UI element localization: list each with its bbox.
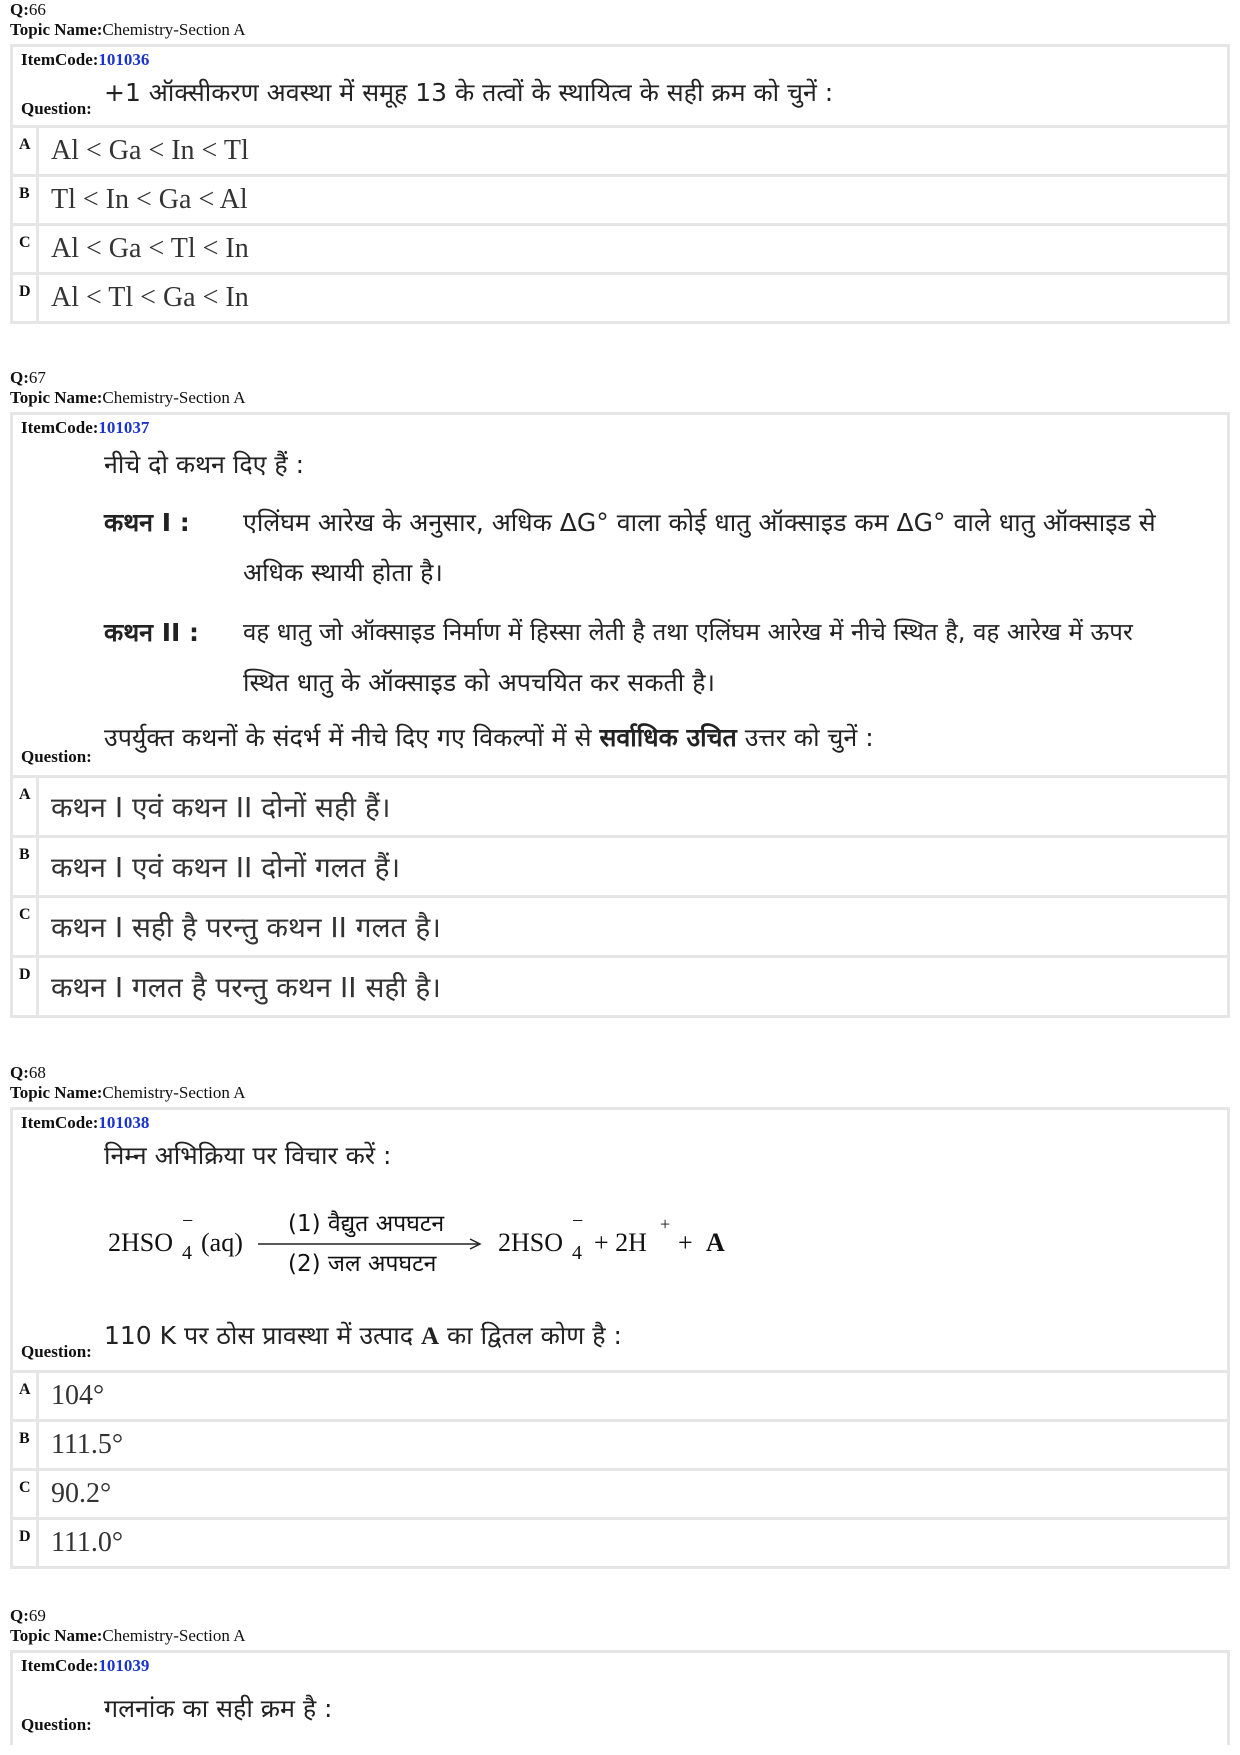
option-c[interactable]: C Al < Ga < Tl < In <box>13 226 1227 275</box>
option-text: 90.2° <box>51 1478 112 1509</box>
option-text: कथन I एवं कथन II दोनों सही हैं। <box>51 790 391 824</box>
option-a[interactable]: A कथन I एवं कथन II दोनों सही हैं। <box>13 778 1227 838</box>
option-text: Tl < In < Ga < Al <box>51 184 248 215</box>
question-block-69 <box>10 1606 1230 1745</box>
statement-2-line-1: वह धातु जो ऑक्साइड निर्माण में हिस्सा लेती है तथा एलिंघम आरेख में नीचे स्थित है, वह आरेख में ऊपर <box>243 618 1133 646</box>
option-c[interactable]: C 90.2° <box>13 1471 1227 1520</box>
statement-1-label: कथन I : <box>104 508 190 537</box>
question-block-68 <box>10 1063 1230 1569</box>
question-number: Q:67 <box>10 368 46 387</box>
question-part <box>13 1110 1227 1373</box>
option-d[interactable]: D कथन I गलत है परन्तु कथन II सही है। <box>13 958 1227 1015</box>
question-box <box>10 44 1230 324</box>
reaction-equation: 2HSO 4 − (aq) (1) वैद्युत अपघटन (2) जल अपघटन 2HSO 4 − + 2H + + A <box>108 1210 725 1277</box>
option-text: 111.5° <box>51 1429 124 1460</box>
option-b[interactable]: B 111.5° <box>13 1422 1227 1471</box>
item-code: ItemCode:101036 <box>21 50 150 69</box>
option-a[interactable]: A 104° <box>13 1373 1227 1422</box>
option-text: 111.0° <box>51 1527 124 1558</box>
option-d[interactable]: D Al < Tl < Ga < In <box>13 275 1227 321</box>
topic-name: Topic Name:Chemistry-Section A <box>10 388 246 407</box>
option-text: Al < Ga < Tl < In <box>51 233 249 264</box>
option-c[interactable]: C कथन I सही है परन्तु कथन II गलत है। <box>13 898 1227 958</box>
option-d[interactable]: D 111.0° <box>13 1520 1227 1566</box>
question-part <box>13 1653 1227 1745</box>
question-label: Question: <box>21 1342 92 1361</box>
option-text: Al < Tl < Ga < In <box>51 282 249 313</box>
question-label: Question: <box>21 1715 92 1734</box>
option-a[interactable]: A Al < Ga < In < Tl <box>13 128 1227 177</box>
option-text: Al < Ga < In < Tl <box>51 135 249 166</box>
option-text: 104° <box>51 1380 105 1411</box>
statements-intro: नीचे दो कथन दिए हैं : <box>104 450 305 479</box>
topic-name: Topic Name:Chemistry-Section A <box>10 1083 246 1102</box>
option-text: कथन I गलत है परन्तु कथन II सही है। <box>51 970 441 1004</box>
question-text: +1 ऑक्सीकरण अवस्था में समूह 13 के तत्वों के स्थायित्व के सही क्रम को चुनें : <box>104 78 834 107</box>
topic-name: Topic Name:Chemistry-Section A <box>10 1626 246 1645</box>
question-label: Question: <box>21 747 92 766</box>
statement-1-line-1: एलिंघम आरेख के अनुसार, अधिक ΔG° वाला कोई धातु ऑक्साइड कम ΔG° वाले धातु ऑक्साइड से <box>243 508 1156 537</box>
statement-1-line-2: अधिक स्थायी होता है। <box>243 558 443 587</box>
statement-2-line-2: स्थित धातु के ऑक्साइड को अपचयित कर सकती है। <box>243 668 715 697</box>
question-text: 110 K पर ठोस प्रावस्था में उत्पाद A का द्वितल कोण है : <box>104 1321 622 1350</box>
topic-name: Topic Name:Chemistry-Section A <box>10 20 246 39</box>
question-box <box>10 1107 1230 1569</box>
question-text: गलनांक का सही क्रम है : <box>104 1694 333 1723</box>
option-b[interactable]: B Tl < In < Ga < Al <box>13 177 1227 226</box>
question-box <box>10 1650 1230 1745</box>
question-block-66 <box>10 0 1230 324</box>
question-number: Q:68 <box>10 1063 46 1082</box>
reaction-intro: निम्न अभिक्रिया पर विचार करें : <box>104 1141 392 1170</box>
statement-2-label: कथन II : <box>104 618 200 647</box>
question-block-67 <box>10 368 1230 1018</box>
question-number: Q:69 <box>10 1606 46 1625</box>
item-code: ItemCode:101038 <box>21 1113 150 1132</box>
question-part <box>13 415 1227 778</box>
option-b[interactable]: B कथन I एवं कथन II दोनों गलत हैं। <box>13 838 1227 898</box>
question-number: Q:66 <box>10 0 46 19</box>
option-text: कथन I सही है परन्तु कथन II गलत है। <box>51 910 441 944</box>
item-code: ItemCode:101039 <box>21 1656 150 1675</box>
question-box <box>10 412 1230 1018</box>
question-text: उपर्युक्त कथनों के संदर्भ में नीचे दिए गए विकल्पों में से सर्वाधिक उचित उत्तर को चुनें : <box>104 723 874 752</box>
option-text: कथन I एवं कथन II दोनों गलत हैं। <box>51 850 401 884</box>
item-code: ItemCode:101037 <box>21 418 150 437</box>
question-label: Question: <box>21 99 92 118</box>
question-part <box>13 47 1227 128</box>
